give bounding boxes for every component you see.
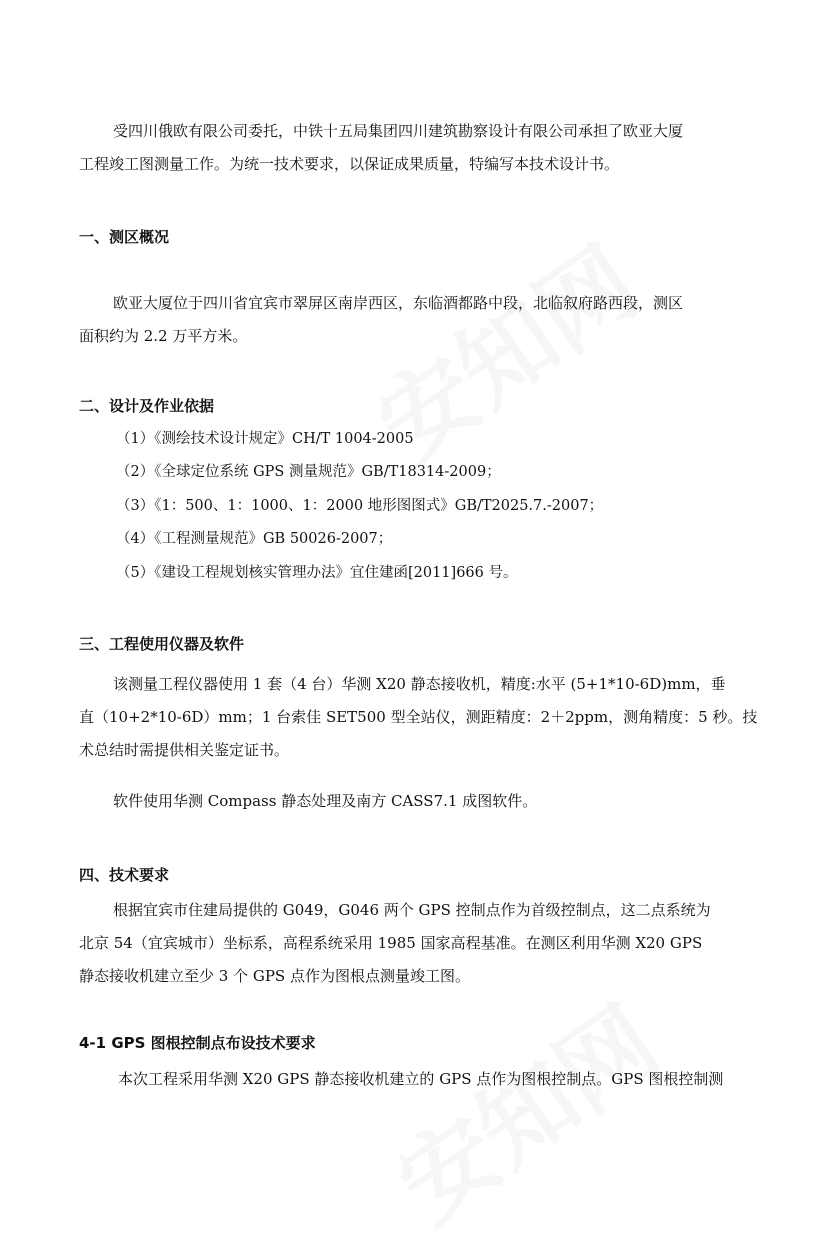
section-3-line-2: 直（10+2*10-6D）mm；1 台索佳 SET500 型全站仪，测距精度：2＋2ppm，测角精度：5 秒。技 [79,708,758,726]
section-1-line-2: 面积约为 2.2 万平方米。 [79,327,248,345]
section-2-heading: 二、设计及作业依据 [79,397,215,415]
section-3-heading: 三、工程使用仪器及软件 [79,635,245,653]
section-4-line-3: 静态接收机建立至少 3 个 GPS 点作为图根点测量竣工图。 [79,967,470,985]
section-4-1-line-1: 本次工程采用华测 X20 GPS 静态接收机建立的 GPS 点作为图根控制点。GPS 图根控制测 [118,1070,724,1088]
section-1-heading: 一、测区概况 [79,228,170,246]
section-3-software: 软件使用华测 Compass 静态处理及南方 CASS7.1 成图软件。 [113,792,538,810]
reference-item: （2）《全球定位系统 GPS 测量规范》GB/T18314-2009； [116,464,501,480]
reference-item: （4）《工程测量规范》GB 50026-2007； [116,531,393,547]
reference-item: （3）《1：500、1：1000、1：2000 地形图图式》GB/T2025.7.-2007； [116,498,604,514]
section-1-line-1: 欧亚大厦位于四川省宜宾市翠屏区南岸西区，东临酒都路中段，北临叙府路西段，测区 [113,294,684,312]
intro-line-1: 受四川俄欧有限公司委托，中铁十五局集团四川建筑勘察设计有限公司承担了欧亚大厦 [113,122,684,140]
intro-line-2: 工程竣工图测量工作。为统一技术要求，以保证成果质量，特编写本技术设计书。 [79,155,620,173]
section-4-line-1: 根据宜宾市住建局提供的 G049，G046 两个 GPS 控制点作为首级控制点，这二点系统为 [113,901,711,919]
watermark-lower [367,970,681,1247]
section-4-heading: 四、技术要求 [79,866,170,884]
reference-item: （5）《建设工程规划核实管理办法》宜住建函[2011]666 号。 [116,565,518,581]
section-4-1-heading: 4-1 GPS 图根控制点布设技术要求 [79,1034,316,1052]
section-4-line-2: 北京 54（宜宾城市）坐标系，高程系统采用 1985 国家高程基准。在测区利用华测 X20 GPS [79,934,703,952]
section-3-line-3: 术总结时需提供相关鉴定证书。 [79,741,290,759]
reference-item: （1）《测绘技术设计规定》CH/T 1004-2005 [116,431,414,447]
section-3-line-1: 该测量工程仪器使用 1 套（4 台）华测 X20 静态接收机，精度:水平 (5+1*10-6D)mm，垂 [113,675,726,693]
